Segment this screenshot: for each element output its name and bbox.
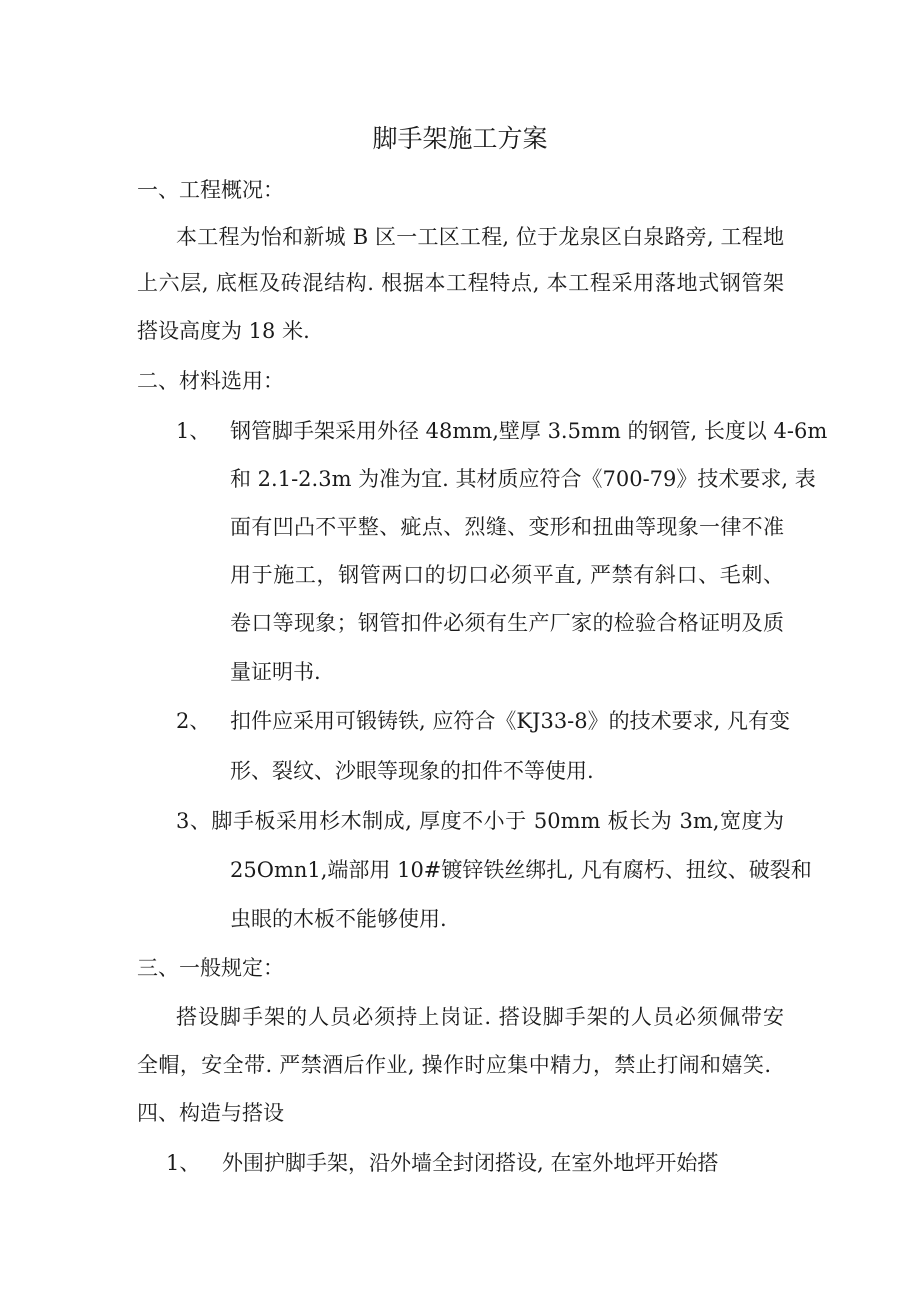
list-item-line: 3、脚手板采用杉木制成, 厚度不小于 50mm 板长为 3m,宽度为 <box>176 809 784 833</box>
list-item-line: 面有凹凸不平整、疵点、烈缝、变形和扭曲等现象一律不准 <box>230 515 784 539</box>
paragraph-line: 本工程为怡和新城 B 区一工区工程, 位于龙泉区白泉路旁, 工程地 <box>176 225 784 249</box>
list-item-number: 1、 <box>166 1151 201 1175</box>
list-item-line: 用于施工，钢管两口的切口必须平直, 严禁有斜口、毛刺、 <box>230 563 784 587</box>
list-item-line: 和 2.1-2.3m 为准为宜. 其材质应符合《700-79》技术要求, 表 <box>230 467 816 491</box>
list-item-number: 1、 <box>176 419 211 443</box>
list-item-line: 扣件应采用可锻铸铁, 应符合《KJ33-8》的技术要求, 凡有变 <box>230 709 790 733</box>
list-item-line: 虫眼的木板不能够使用. <box>230 907 447 931</box>
list-item-number: 2、 <box>176 709 211 733</box>
section-heading-overview: 一、工程概况： <box>137 178 284 202</box>
list-item-line: 卷口等现象；钢管扣件必须有生产厂家的检验合格证明及质 <box>230 611 784 635</box>
list-item-line: 25Omn1,端部用 10#镀锌铁丝绑扎, 凡有腐朽、扭纹、破裂和 <box>230 858 812 882</box>
list-item-line: 钢管脚手架采用外径 48mm,壁厚 3.5mm 的钢管, 长度以 4-6m <box>230 419 828 443</box>
document-title: 脚手架施工方案 <box>372 124 548 153</box>
list-item-line: 外围护脚手架，沿外墙全封闭搭设, 在室外地坪开始搭 <box>222 1151 719 1175</box>
section-heading-materials: 二、材料选用： <box>137 369 284 393</box>
paragraph-line: 上六层, 底框及砖混结构. 根据本工程特点, 本工程采用落地式钢管架 <box>137 271 784 295</box>
list-item-line: 形、裂纹、沙眼等现象的扣件不等使用. <box>230 759 594 783</box>
paragraph-line: 搭设脚手架的人员必须持上岗证. 搭设脚手架的人员必须佩带安 <box>176 1005 784 1029</box>
section-heading-regulations: 三、一般规定： <box>137 956 284 980</box>
paragraph-line: 搭设高度为 18 米. <box>137 319 310 343</box>
paragraph-line: 全帽，安全带. 严禁酒后作业, 操作时应集中精力，禁止打闹和嬉笑. <box>137 1053 771 1077</box>
section-heading-construction: 四、构造与搭设 <box>137 1101 284 1125</box>
list-item-line: 量证明书. <box>230 660 321 684</box>
